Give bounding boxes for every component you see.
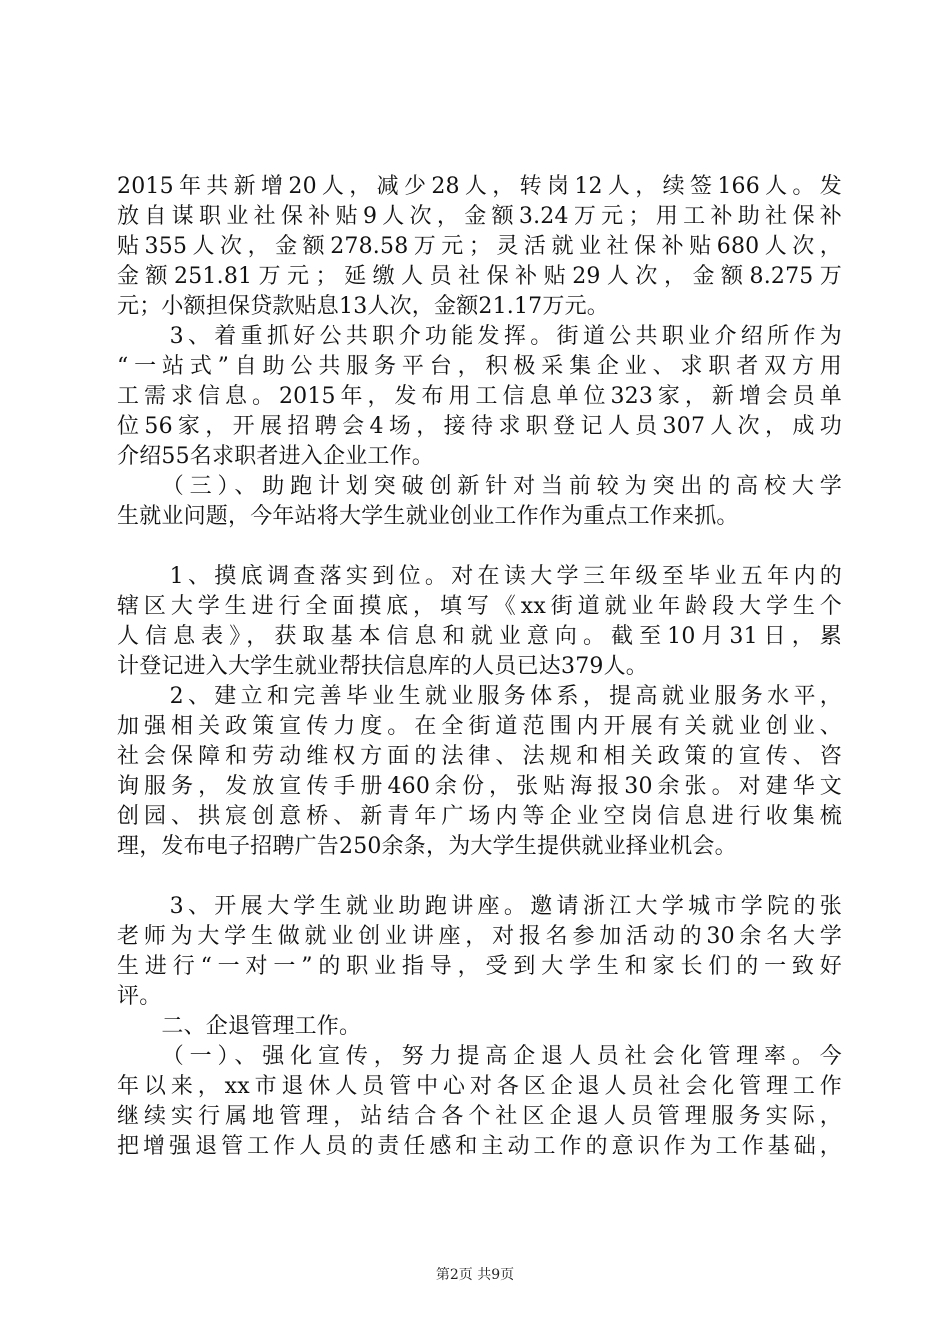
text-line: 工需求信息。2015年，发布用工信息单位323家，新增会员单 bbox=[117, 384, 842, 409]
text-line: 2、建立和完善毕业生就业服务体系，提高就业服务水平， bbox=[117, 684, 842, 709]
text-line: 辖区大学生进行全面摸底，填写《xx街道就业年龄段大学生个 bbox=[117, 594, 842, 619]
text-line: 计登记进入大学生就业帮扶信息库的人员已达379人。 bbox=[117, 654, 648, 679]
text-line: （三）、助跑计划突破创新针对当前较为突出的高校大学 bbox=[117, 474, 842, 499]
text-line: 二、企退管理工作。 bbox=[117, 1014, 362, 1039]
text-line: 放自谋职业社保补贴9人次，金额3.24万元；用工补助社保补 bbox=[117, 204, 842, 229]
document-body bbox=[117, 172, 842, 1162]
text-line: 3、着重抓好公共职介功能发挥。街道公共职业介绍所作为 bbox=[117, 324, 842, 349]
text-line: 介绍55名求职者进入企业工作。 bbox=[117, 444, 434, 469]
text-line: 人信息表》，获取基本信息和就业意向。截至10月31日，累 bbox=[117, 624, 842, 649]
text-line: 老师为大学生做就业创业讲座，对报名参加活动的30余名大学 bbox=[117, 924, 842, 949]
text-line: 创园、拱宸创意桥、新青年广场内等企业空岗信息进行收集梳 bbox=[117, 804, 842, 829]
text-line: （一）、强化宣传，努力提高企退人员社会化管理率。今 bbox=[117, 1044, 842, 1069]
paragraph-gap bbox=[117, 862, 842, 892]
text-line: 评。 bbox=[117, 984, 162, 1009]
text-line: 把增强退管工作人员的责任感和主动工作的意识作为工作基础， bbox=[117, 1134, 842, 1159]
text-line: 生进行“一对一”的职业指导，受到大学生和家长们的一致好 bbox=[117, 954, 842, 979]
page-footer: 第2页 共9页 bbox=[435, 1267, 515, 1283]
text-line: “一站式”自助公共服务平台，积极采集企业、求职者双方用 bbox=[117, 354, 842, 379]
text-line: 社会保障和劳动维权方面的法律、法规和相关政策的宣传、咨 bbox=[117, 744, 842, 769]
text-line: 位56家，开展招聘会4场，接待求职登记人员307人次，成功 bbox=[117, 414, 842, 439]
text-line: 继续实行属地管理，站结合各个社区企退人员管理服务实际， bbox=[117, 1104, 842, 1129]
text-line: 元；小额担保贷款贴息13人次，金额21.17万元。 bbox=[117, 294, 609, 319]
text-line: 金额251.81万元；延缴人员社保补贴29人次，金额8.275万 bbox=[117, 264, 842, 289]
text-line: 加强相关政策宣传力度。在全街道范围内开展有关就业创业、 bbox=[117, 714, 842, 739]
text-line: 1、摸底调查落实到位。对在读大学三年级至毕业五年内的 bbox=[117, 564, 842, 589]
text-line: 年以来，xx市退休人员管中心对各区企退人员社会化管理工作 bbox=[117, 1074, 842, 1099]
text-line: 2015年共新增20人，减少28人，转岗12人，续签166人。发 bbox=[117, 174, 842, 199]
text-line: 3、开展大学生就业助跑讲座。邀请浙江大学城市学院的张 bbox=[117, 894, 842, 919]
text-line: 询服务，发放宣传手册460余份，张贴海报30余张。对建华文 bbox=[117, 774, 842, 799]
paragraph-gap bbox=[117, 532, 842, 562]
text-line: 贴355人次，金额278.58万元；灵活就业社保补贴680人次， bbox=[117, 234, 842, 259]
text-line: 生就业问题，今年站将大学生就业创业工作作为重点工作来抓。 bbox=[117, 504, 739, 529]
text-line: 理，发布电子招聘广告250余条，为大学生提供就业择业机会。 bbox=[117, 834, 737, 859]
